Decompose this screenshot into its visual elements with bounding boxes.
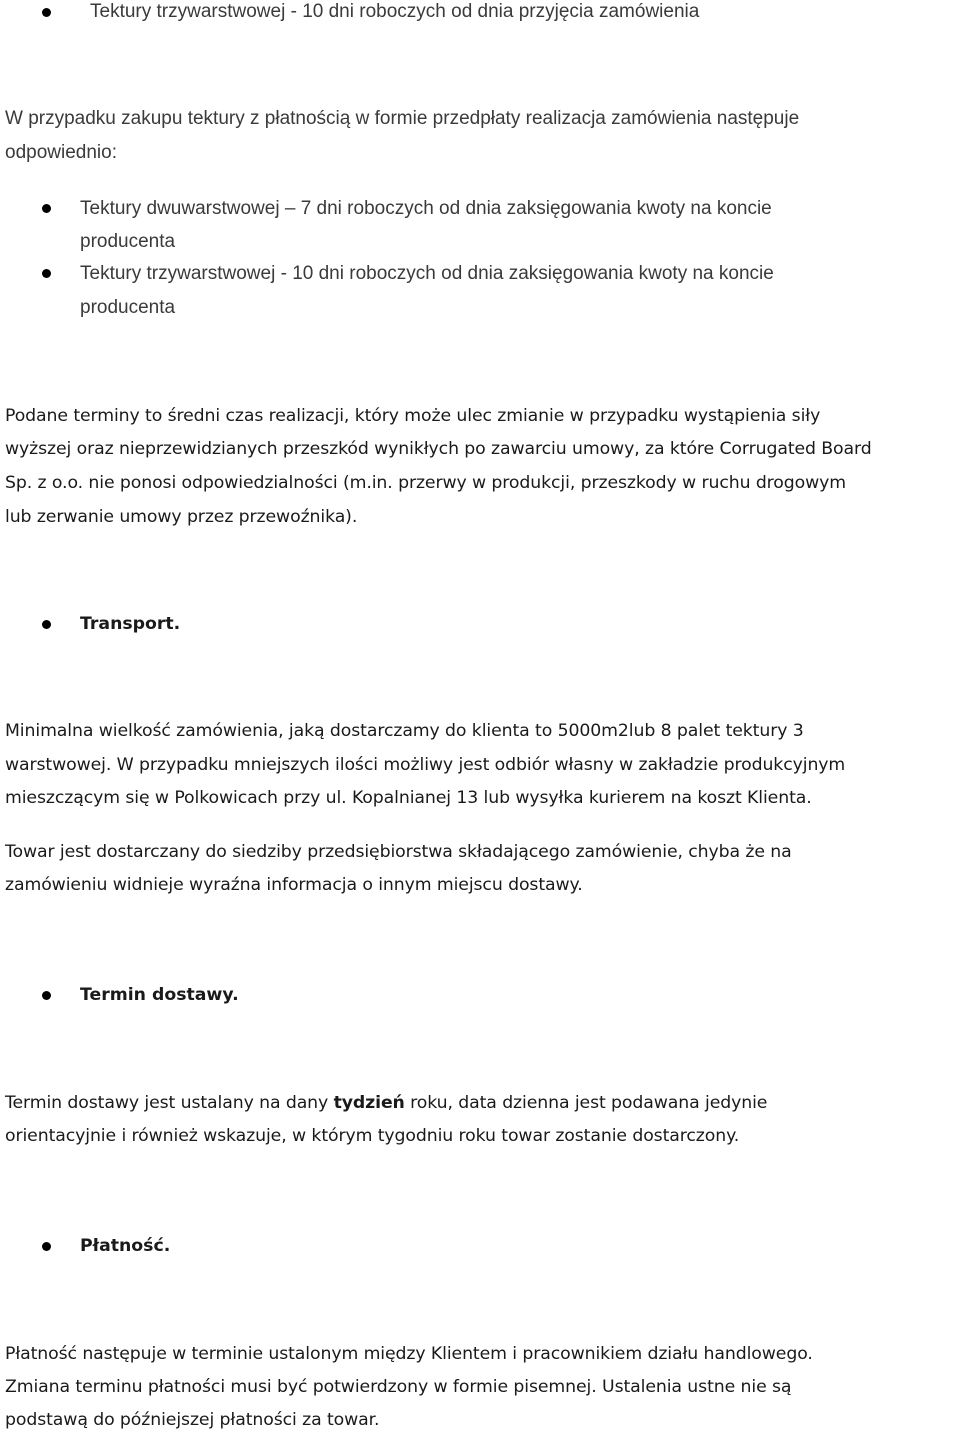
paragraph-line: W przypadku zakupu tektury z płatnością w formie przedpłaty realizacja zamówienia następuje	[5, 108, 800, 129]
bullet-icon	[42, 1242, 51, 1251]
list-item: Tektury trzywarstwowej - 10 dni roboczych od dnia przyjęcia zamówienia	[90, 1, 700, 22]
paragraph-line: Sp. z o.o. nie ponosi odpowiedzialności (m.in. przerwy w produkcji, przeszkody w ruchu drogowym	[5, 473, 847, 493]
list-item: Tektury dwuwarstwowej – 7 dni roboczych od dnia zaksięgowania kwoty na koncie	[80, 198, 772, 219]
bullet-icon	[42, 991, 51, 1000]
paragraph-line: podstawą do późniejszej płatności za towar.	[5, 1410, 380, 1430]
list-item-continuation: producenta	[80, 231, 176, 252]
paragraph-line: zamówieniu widnieje wyraźna informacja o innym miejscu dostawy.	[5, 875, 583, 895]
section-heading-payment: Płatność.	[80, 1236, 171, 1256]
paragraph-line	[5, 1091, 767, 1115]
paragraph-line: orientacyjnie i również wskazuje, w którym tygodniu roku towar zostanie dostarczony.	[5, 1126, 740, 1146]
section-heading-delivery: Termin dostawy.	[80, 985, 239, 1005]
bullet-icon	[42, 204, 51, 213]
bullet-icon	[42, 620, 51, 629]
paragraph-line: Minimalna wielkość zamówienia, jaką dostarczamy do klienta to 5000m2lub 8 palet tektury 3	[5, 721, 804, 741]
text-run: Termin dostawy jest ustalany na dany	[5, 1093, 334, 1113]
paragraph-line: Podane terminy to średni czas realizacji, który może ulec zmianie w przypadku wystąpienia siły	[5, 406, 821, 426]
bullet-icon	[42, 269, 51, 278]
paragraph-line: wyższej oraz nieprzewidzianych przeszkód wynikłych po zawarciu umowy, za które Corrugated Board	[5, 439, 872, 459]
paragraph-line: Towar jest dostarczany do siedziby przedsiębiorstwa składającego zamówienie, chyba że na	[5, 842, 792, 862]
paragraph-line: warstwowej. W przypadku mniejszych ilości możliwy jest odbiór własny w zakładzie produkcyjnym	[5, 755, 846, 775]
section-heading-transport: Transport.	[80, 614, 181, 634]
list-item: Tektury trzywarstwowej - 10 dni roboczych od dnia zaksięgowania kwoty na koncie	[80, 263, 774, 284]
paragraph-line: Zmiana terminu płatności musi być potwierdzony w formie pisemnej. Ustalenia ustne nie są	[5, 1377, 792, 1397]
text-run: roku, data dzienna jest podawana jedynie	[404, 1093, 768, 1113]
paragraph-line: mieszczącym się w Polkowicach przy ul. Kopalnianej 13 lub wysyłka kurierem na koszt Klienta.	[5, 788, 812, 808]
paragraph-line: odpowiednio:	[5, 142, 117, 163]
list-item-continuation: producenta	[80, 297, 176, 318]
paragraph-line: Płatność następuje w terminie ustalonym między Klientem i pracownikiem działu handlowego.	[5, 1344, 813, 1364]
emphasis-week: tydzień	[333, 1093, 405, 1113]
bullet-icon	[42, 8, 51, 17]
paragraph-line: lub zerwanie umowy przez przewoźnika).	[5, 507, 358, 527]
